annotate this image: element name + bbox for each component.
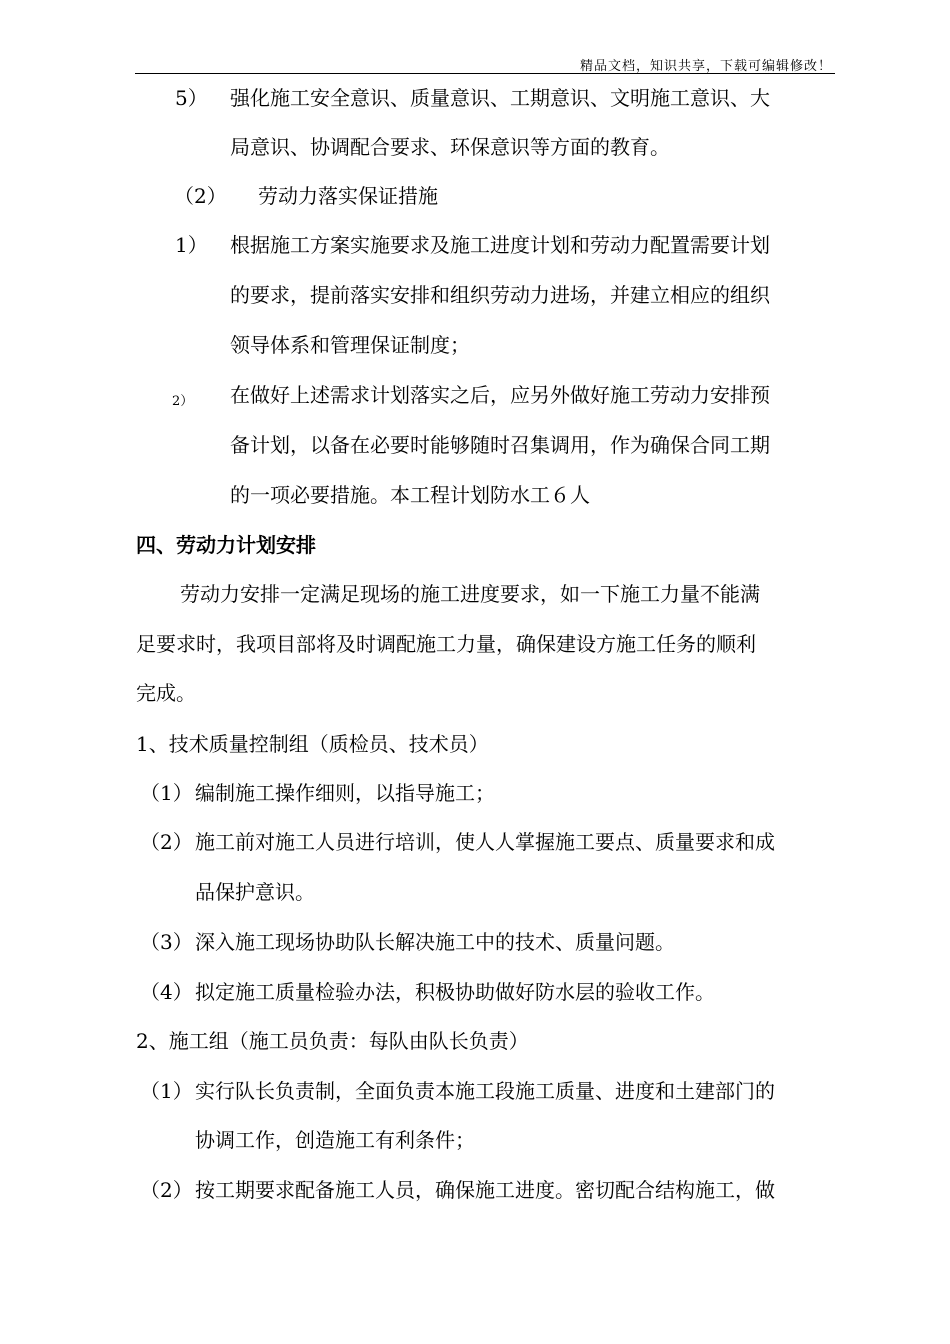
group1-item3-line1: 深入施工现场协助队长解决施工中的技术、质量问题。: [195, 930, 675, 954]
section-heading: 四、劳动力计划安排: [136, 533, 316, 557]
paragraph-line3: 完成。: [136, 681, 196, 705]
header-rule: [135, 73, 835, 74]
item2-line3: 的一项必要措施。本工程计划防水工６人: [230, 483, 590, 507]
list-number-1: 1）: [175, 233, 208, 257]
item5-line1: 强化施工安全意识、质量意识、工期意识、文明施工意识、大: [230, 86, 770, 110]
item2-line2: 备计划，以备在必要时能够随时召集调用，作为确保合同工期: [230, 433, 770, 457]
group1-item3-number: （3）: [140, 930, 193, 954]
group1-item1-number: （1）: [140, 781, 193, 805]
item5-line2: 局意识、协调配合要求、环保意识等方面的教育。: [230, 135, 670, 159]
subsection-number: （2）: [174, 184, 227, 208]
group2-item1-number: （1）: [140, 1079, 193, 1103]
list-number-5: 5）: [175, 86, 208, 110]
item1-line2: 的要求，提前落实安排和组织劳动力进场，并建立相应的组织: [230, 283, 770, 307]
group2-item2-number: （2）: [140, 1178, 193, 1202]
item2-line1: 在做好上述需求计划落实之后，应另外做好施工劳动力安排预: [230, 383, 770, 407]
group2-title: 2、施工组（施工员负责：每队由队长负责）: [136, 1029, 529, 1053]
group1-title: 1、技术质量控制组（质检员、技术员）: [136, 732, 489, 756]
group1-item4-line1: 拟定施工质量检验办法，积极协助做好防水层的验收工作。: [195, 980, 715, 1004]
page-header-text: 精品文档，知识共享，下载可编辑修改！: [579, 59, 832, 74]
group1-item1-line1: 编制施工操作细则，以指导施工；: [195, 781, 495, 805]
group1-item2-line1: 施工前对施工人员进行培训，使人人掌握施工要点、质量要求和成: [195, 830, 775, 854]
list-number-2: 2）: [172, 394, 194, 409]
paragraph-line2: 足要求时，我项目部将及时调配施工力量，确保建设方施工任务的顺利: [136, 632, 756, 656]
group1-item4-number: （4）: [140, 980, 193, 1004]
item1-line3: 领导体系和管理保证制度；: [230, 333, 470, 357]
group2-item1-line1: 实行队长负责制，全面负责本施工段施工质量、进度和土建部门的: [195, 1079, 775, 1103]
group2-item1-line2: 协调工作，创造施工有利条件；: [195, 1128, 475, 1152]
paragraph-line1: 劳动力安排一定满足现场的施工进度要求，如一下施工力量不能满: [180, 582, 760, 606]
subsection-title: 劳动力落实保证措施: [258, 184, 438, 208]
item1-line1: 根据施工方案实施要求及施工进度计划和劳动力配置需要计划: [230, 233, 770, 257]
group2-item2-line1: 按工期要求配备施工人员，确保施工进度。密切配合结构施工，做: [195, 1178, 775, 1202]
group1-item2-line2: 品保护意识。: [195, 880, 315, 904]
group1-item2-number: （2）: [140, 830, 193, 854]
